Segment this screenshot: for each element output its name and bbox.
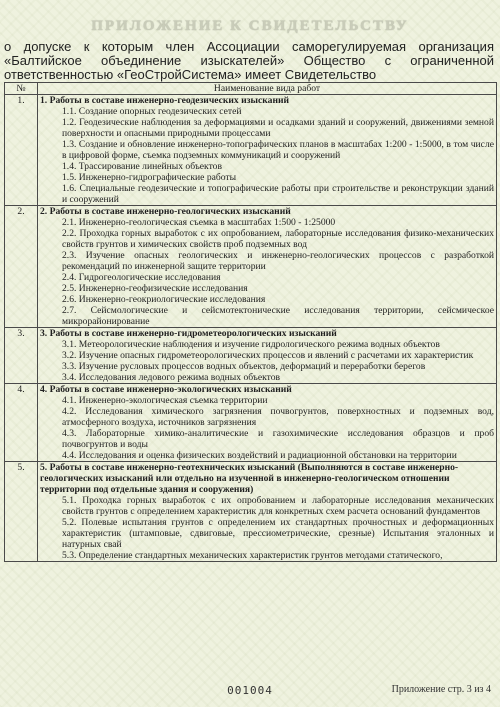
document-title: ПРИЛОЖЕНИЕ К СВИДЕТЕЛЬСТВУ — [91, 18, 409, 34]
work-item-text: 2.2. Проходка горных выработок с их опробованием, лабораторные исследования физико-механических свойств грунтов и химических свойств проб подземных вод — [62, 228, 494, 250]
table-row — [5, 384, 497, 462]
work-item — [40, 217, 494, 228]
work-item-text: 2.5. Инженерно-геофизические исследования — [62, 283, 248, 294]
section-title: 2. Работы в составе инженерно-геологических изысканий — [40, 206, 291, 217]
work-item-text: 1.1. Создание опорных геодезических сетей — [62, 106, 242, 117]
work-item — [40, 272, 494, 283]
work-item-text: 4.1. Инженерно-экологическая съемка территории — [62, 395, 268, 406]
work-item-text: 3.4. Исследования ледового режима водных объектов — [62, 372, 281, 383]
work-item — [40, 450, 494, 461]
work-item — [40, 550, 494, 561]
work-item-text: 1.2. Геодезические наблюдения за деформациями и осадками зданий и сооружений, движениями земной поверхности и опасными природными процессами — [62, 117, 494, 139]
work-item — [40, 283, 494, 294]
section-title: 3. Работы в составе инженерно-гидрометеорологических изысканий — [40, 328, 337, 339]
work-item-text: 2.3. Изучение опасных геологических и инженерно-геологических процессов с разработкой рекомендаций по инженерной защите территории — [62, 250, 494, 272]
work-item — [40, 305, 494, 327]
work-item — [40, 339, 494, 350]
section-title: 4. Работы в составе инженерно-экологических изысканий — [40, 384, 292, 395]
work-item-text: 4.2. Исследования химического загрязнения почвогрунтов, поверхностных и подземных вод, атмосферного воздуха, источников загрязнения — [62, 406, 494, 428]
work-item — [40, 406, 494, 428]
work-item — [40, 395, 494, 406]
work-item — [40, 517, 494, 550]
work-item — [40, 161, 494, 172]
work-item-text: 2.1. Инженерно-геологическая съемка в масштабах 1:500 - 1:25000 — [62, 217, 336, 228]
work-item — [40, 361, 494, 372]
row-number: 2. — [5, 206, 38, 328]
work-item-text: 2.7. Сейсмологические и сейсмотектонические исследования территории, сейсмическое микрорайонирование — [62, 305, 494, 327]
work-item — [40, 294, 494, 305]
work-item-text: 4.4. Исследования и оценка физических воздействий и радиационной обстановки на территории — [62, 450, 457, 461]
work-item-text: 5.3. Определение стандартных механических характеристик грунтов методами статического, — [62, 550, 443, 561]
table-header-row — [5, 83, 497, 95]
work-item-text: 3.1. Метеорологические наблюдения и изучение гидрологического режима водных объектов — [62, 339, 440, 350]
table-row — [5, 462, 497, 562]
work-item-text: 5.1. Проходка горных выработок с их опробованием и лабораторные исследования механических свойств грунтов с определением характеристик для конкретных схем расчета оснований фундаментов — [62, 495, 494, 517]
section-title: 5. Работы в составе инженерно-геотехнических изысканий (Выполняются в составе инженерно-геологических изысканий или отдельно на изученной в инженерно-геологическом отношении территории под отдельные здания и сооружения) — [40, 462, 459, 495]
intro-paragraph: о допуске к которым член Ассоциации саморегулируемая организация «Балтийское объединение изыскателей» Общество с ограниченной ответственностью «ГеоСтройСистема» имеет Свидетельство — [4, 39, 494, 82]
work-item — [40, 228, 494, 250]
serial-number: 001004 — [227, 684, 273, 697]
column-header-number: № — [5, 83, 38, 95]
work-item — [40, 250, 494, 272]
table-body — [5, 95, 497, 562]
row-number: 1. — [5, 95, 38, 206]
work-item-text: 4.3. Лабораторные химико-аналитические и газохимические исследования образцов и проб почвогрунтов и воды — [62, 428, 494, 450]
column-header-name: Наименование вида работ — [38, 83, 497, 95]
row-content — [38, 328, 497, 384]
work-item-text: 1.6. Специальные геодезические и топографические работы при строительстве и реконструкции зданий и сооружений — [62, 183, 494, 205]
page-indicator: Приложение стр. 3 из 4 — [391, 684, 491, 695]
work-item — [40, 106, 494, 117]
row-content — [38, 206, 497, 328]
work-item — [40, 117, 494, 139]
work-item — [40, 172, 494, 183]
section-title: 1. Работы в составе инженерно-геодезических изысканий — [40, 95, 290, 106]
work-item — [40, 428, 494, 450]
work-item-text: 2.4. Гидрогеологические исследования — [62, 272, 221, 283]
work-item — [40, 372, 494, 383]
work-item-text: 3.3. Изучение русловых процессов водных объектов, деформаций и переработки берегов — [62, 361, 426, 372]
work-item-text: 1.4. Трассирование линейных объектов — [62, 161, 222, 172]
work-item — [40, 350, 494, 361]
work-item-text: 2.6. Инженерно-геокриологические исследования — [62, 294, 266, 305]
row-content — [38, 462, 497, 562]
work-item-text: 1.5. Инженерно-гидрографические работы — [62, 172, 237, 183]
row-content — [38, 384, 497, 462]
works-table — [4, 82, 497, 562]
work-item — [40, 495, 494, 517]
work-item — [40, 183, 494, 205]
row-content — [38, 95, 497, 206]
row-number: 4. — [5, 384, 38, 462]
table-row — [5, 206, 497, 328]
table-row — [5, 95, 497, 206]
work-item-text: 1.3. Создание и обновление инженерно-топографических планов в масштабах 1:200 - 1:5000, в том числе в цифровой форме, съемка подземных коммуникаций и сооружений — [62, 139, 494, 161]
row-number: 3. — [5, 328, 38, 384]
work-item-text: 5.2. Полевые испытания грунтов с определением их стандартных прочностных и деформационных характеристик (штамповые, сдвиговые, прессиометрические, срезные) Испытания эталонных и натурных свай — [62, 517, 494, 550]
work-item — [40, 139, 494, 161]
work-item-text: 3.2. Изучение опасных гидрометеорологических процессов и явлений с расчетами их характеристик — [62, 350, 474, 361]
row-number: 5. — [5, 462, 38, 562]
table-row — [5, 328, 497, 384]
